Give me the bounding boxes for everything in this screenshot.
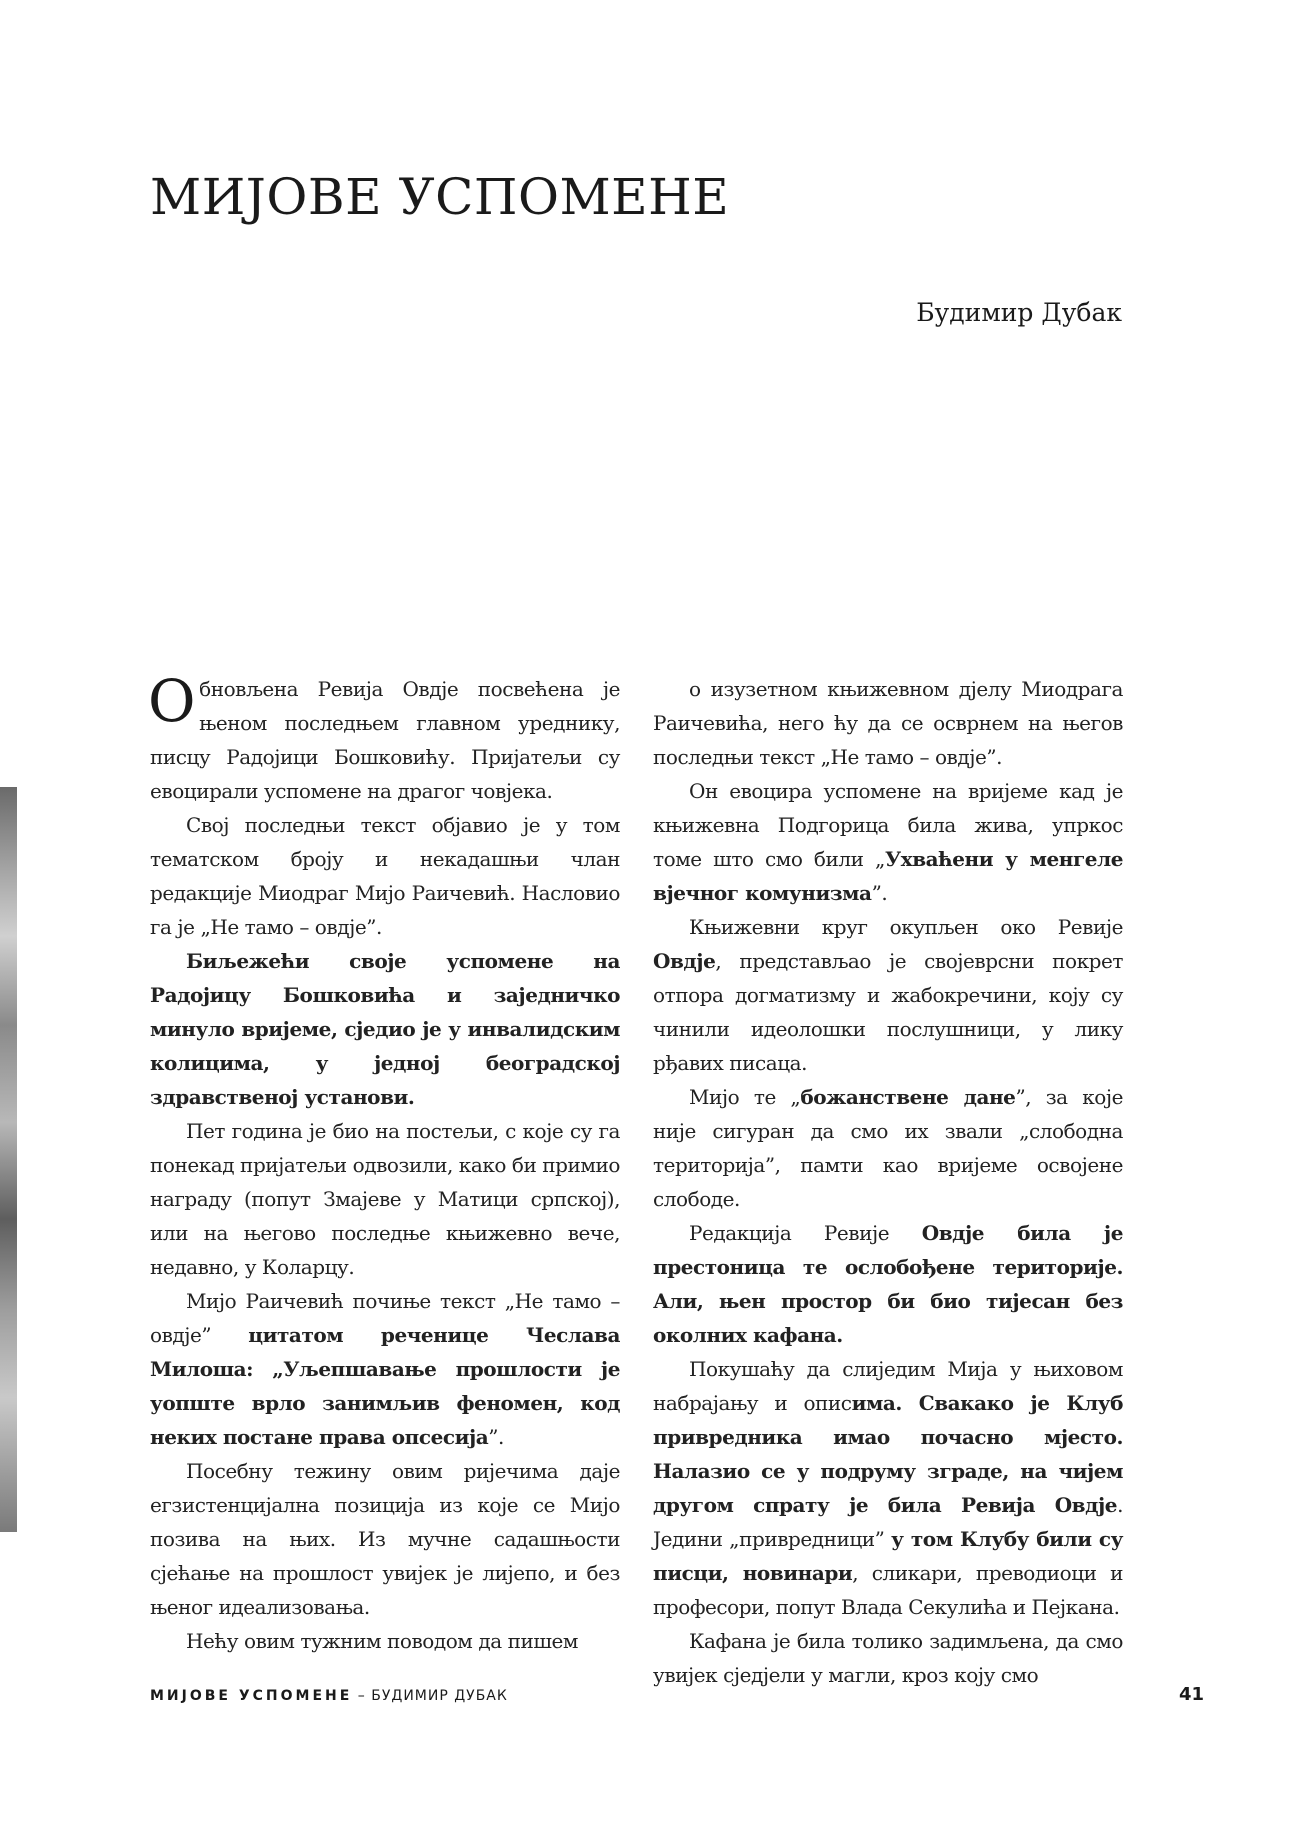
running-author: – БУДИМИР ДУБАК — [352, 1688, 508, 1704]
text-run: Посебну тежину овим ријечима даје егзистенцијална позиција из које се Мијо позива на њих. Из мучне садашњости сјећање на прошлост увијек је лијепо, и без њеног идеализовања. — [150, 1459, 620, 1619]
page-number: 41 — [1178, 1684, 1204, 1705]
running-title: МИЈОВЕ УСПОМЕНЕ — [150, 1688, 353, 1704]
text-run: Редакција Ревије — [689, 1221, 922, 1245]
text-run: Кафана је била толико задимљена, да смо увијек сједјели у магли, кроз коју смо — [653, 1629, 1123, 1687]
paragraph — [150, 1284, 620, 1454]
paragraph — [653, 1352, 1123, 1624]
text-run: Мијо те „ — [689, 1085, 801, 1109]
bold-run: Овдје — [653, 949, 716, 973]
paragraph — [653, 672, 1123, 774]
paragraph — [653, 1080, 1123, 1216]
edge-photo-strip — [0, 787, 17, 1532]
bold-run: божанствене дане — [800, 1085, 1016, 1109]
article-author: Будимир Дубак — [916, 298, 1122, 327]
drop-cap: О — [148, 667, 196, 735]
text-run: Покушаћу да слиједим Мија у њиховом набрајању и опис — [653, 1357, 1123, 1415]
running-footer — [150, 1688, 508, 1704]
bold-run: Биљежећи своје успомене на Радојицу Бошковића и заједничко минуло вријеме, сједио је у инвалидским колицима, у једној београдској здравственој установи. — [150, 949, 620, 1109]
paragraph — [150, 944, 620, 1114]
paragraph — [148, 667, 620, 808]
text-run: Пет година је био на постељи, с које су га понекад пријатељи одвозили, како би примио награду (попут Змајеве у Матици српској), или на његово последње књижевно вече, недавно, у Коларцу. — [150, 1119, 620, 1279]
bold-run: Овдје била је престоница те ослобођене територије. Али, њен простор би био тијесан без околних кафана. — [653, 1221, 1123, 1347]
paragraph — [150, 1624, 620, 1658]
paragraph — [150, 1454, 620, 1624]
paragraph — [653, 774, 1123, 910]
right-column — [653, 672, 1123, 1692]
paragraph — [653, 910, 1123, 1080]
text-run: . Једини „привредници” — [653, 1493, 1123, 1551]
paragraph — [150, 808, 620, 944]
bold-run: Ухваћени у менгеле вјечног комунизма — [653, 847, 1123, 905]
paragraph — [653, 1216, 1123, 1352]
text-run: ”. — [488, 1425, 504, 1449]
text-run: Свој последњи текст објавио је у том тематском броју и некадашњи члан редакције Миодраг Мијо Раичевић. Насловио га је „Не тамо – овдје”. — [150, 813, 620, 939]
paragraph — [653, 1624, 1123, 1692]
text-run: Он евоцира успомене на вријеме кад је књижевна Подгорица била жива, упркос томе што смо били „ — [653, 779, 1123, 871]
text-run: , представљао је својеврсни покрет отпора догматизму и жабокречини, коју су чинили идеолошки послушници, у лику рђавих писаца. — [653, 949, 1123, 1075]
text-run: бновљена Ревија Овдје посвећена је њеном последњем главном уреднику, писцу Радојици Бошковићу. Пријатељи су евоцирали успомене на драгог човјека. — [150, 677, 620, 803]
text-run: о изузетном књижевном дјелу Миодрага Раичевића, него ћу да се осврнем на његов последњи текст „Не тамо – овдје”. — [653, 677, 1123, 769]
text-run: ”, за које није сигуран да смо их звали „слободна територија”, памти као вријеме освојене слободе. — [653, 1085, 1123, 1211]
text-run: Мијо Раичевић почиње текст „Не тамо – овдје” — [150, 1289, 620, 1347]
text-run: , сликари, преводиоци и професори, попут Влада Секулића и Пејкана. — [653, 1561, 1123, 1619]
text-run: ”. — [871, 881, 888, 905]
article-title: МИЈОВЕ УСПОМЕНЕ — [150, 168, 730, 226]
paragraph — [150, 1114, 620, 1284]
left-column — [148, 667, 620, 1658]
bold-run: има. Свакако је Клуб привредника имао почасно мјесто. Налазио се у подруму зграде, на чијем другом спрату је била Ревија Овдје — [653, 1391, 1123, 1517]
text-run: Књижевни круг окупљен око Ревије — [689, 915, 1123, 939]
bold-run: цитатом реченице Чеслава Милоша: „Уљепшавање прошлости је уопште врло занимљив феномен, код неких постане права опсесија — [150, 1323, 620, 1449]
text-run: Нећу овим тужним поводом да пишем — [186, 1629, 578, 1653]
bold-run: у том Клубу били су писци, новинари — [653, 1527, 1123, 1585]
